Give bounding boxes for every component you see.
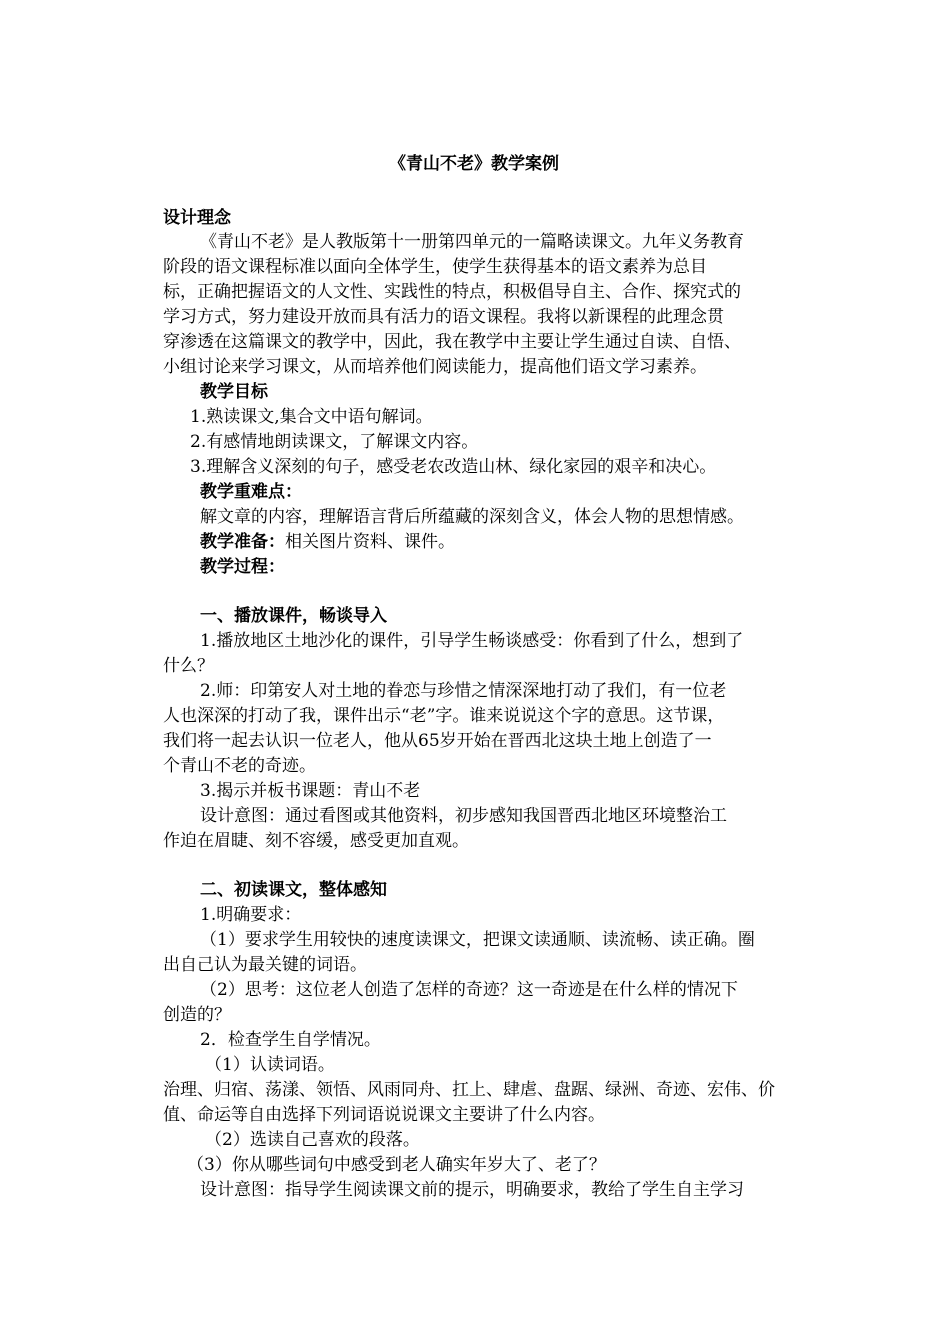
- section-2-line: （2）选读自己喜欢的段落。: [205, 1130, 420, 1150]
- section-2-line: 创造的？: [163, 1005, 231, 1025]
- section-1-line: 1.播放地区土地沙化的课件，引导学生畅谈感受：你看到了什么，想到了: [200, 631, 744, 651]
- design-paragraph-line: 《青山不老》是人教版第十一册第四单元的一篇略读课文。九年义务教育: [200, 232, 744, 252]
- section-2-line: 设计意图：指导学生阅读课文前的提示，明确要求，教给了学生自主学习: [200, 1180, 744, 1200]
- section-2-line: （3）你从哪些词句中感受到老人确实年岁大了、老了？: [187, 1155, 606, 1175]
- design-paragraph-line: 阶段的语文课程标准以面向全体学生，使学生获得基本的语文素养为总目: [163, 257, 707, 277]
- section-2-line: 值、命运等自由选择下列词语说说课文主要讲了什么内容。: [163, 1105, 605, 1125]
- design-paragraph-line: 学习方式，努力建设开放而具有活力的语文课程。我将以新课程的此理念贯: [163, 307, 724, 327]
- key-heading: 教学重难点：: [200, 482, 302, 502]
- goals-heading: 教学目标: [200, 382, 268, 402]
- section-1-line: 作迫在眉睫、刻不容缓，感受更加直观。: [163, 831, 469, 851]
- section-2-line: （2）思考：这位老人创造了怎样的奇迹？这一奇迹是在什么样的情况下: [200, 980, 738, 1000]
- prep-text: 相关图片资料、课件。: [285, 532, 455, 552]
- section-2-heading: 二、初读课文，整体感知: [200, 880, 387, 900]
- prep-line: [200, 530, 455, 554]
- design-paragraph-line: 标，正确把握语文的人文性、实践性的特点，积极倡导自主、合作、探究式的: [163, 282, 741, 302]
- section-2-line: 出自己认为最关键的词语。: [163, 955, 367, 975]
- section-1-line: 人也深深的打动了我，课件出示“老”字。谁来说说这个字的意思。这节课，: [163, 706, 725, 726]
- design-paragraph-line: 穿渗透在这篇课文的教学中，因此，我在教学中主要让学生通过自读、自悟、: [163, 332, 741, 352]
- section-1-line: 3.揭示并板书课题：青山不老: [200, 781, 421, 801]
- goal-item: 3.理解含义深刻的句子，感受老农改造山林、绿化家园的艰辛和决心。: [190, 457, 717, 477]
- section-1-line: 个青山不老的奇迹。: [163, 756, 316, 776]
- section-2-line: 2．检查学生自学情况。: [200, 1030, 381, 1050]
- section-1-line: 2.师：印第安人对土地的眷恋与珍惜之情深深地打动了我们，有一位老: [200, 681, 727, 701]
- key-text: 解文章的内容，理解语言背后所蕴藏的深刻含义，体会人物的思想情感。: [200, 507, 744, 527]
- section-2-line: （1）要求学生用较快的速度读课文，把课文读通顺、读流畅、读正确。圈: [200, 930, 755, 950]
- section-1-line: 设计意图：通过看图或其他资料，初步感知我国晋西北地区环境整治工: [200, 806, 727, 826]
- section-1-line: 什么？: [163, 656, 214, 676]
- document-title: 《青山不老》教学案例: [389, 154, 559, 174]
- section-2-line: 1.明确要求：: [200, 905, 302, 925]
- goal-item: 1.熟读课文,集合文中语句解词。: [190, 407, 433, 427]
- design-paragraph-line: 小组讨论来学习课文，从而培养他们阅读能力，提高他们语文学习素养。: [163, 357, 707, 377]
- section-2-line: （1）认读词语。: [205, 1055, 335, 1075]
- prep-heading: 教学准备：: [200, 532, 285, 552]
- goal-item: 2.有感情地朗读课文，了解课文内容。: [190, 432, 479, 452]
- section-1-heading: 一、播放课件，畅谈导入: [200, 606, 387, 626]
- section-2-line: 治理、归宿、荡漾、领悟、风雨同舟、扛上、肆虐、盘踞、绿洲、奇迹、宏伟、价: [163, 1080, 775, 1100]
- section-1-line: 我们将一起去认识一位老人，他从65岁开始在晋西北这块土地上创造了一: [163, 731, 712, 751]
- process-heading: 教学过程：: [200, 557, 285, 577]
- design-heading: 设计理念: [163, 208, 231, 228]
